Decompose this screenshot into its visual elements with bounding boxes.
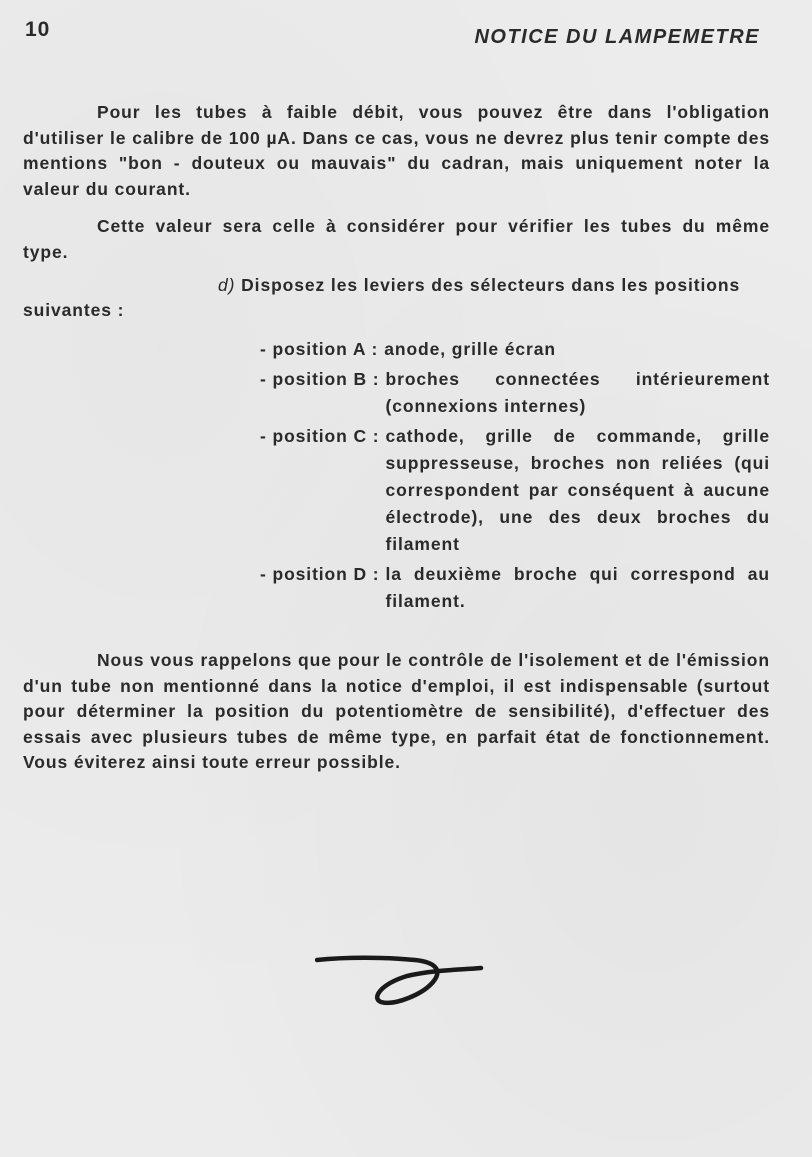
page-number: 10 <box>25 18 51 41</box>
position-desc-c: cathode, grille de commande, grille suppresseuse, broches non reliées (qui correspondent par conséquent à aucune électrode), une des deux broches du filament <box>385 426 770 554</box>
step-d-continuation: suivantes : <box>23 300 125 320</box>
paragraph-low-current-tubes: Pour les tubes à faible débit, vous pouvez être dans l'obligation d'utiliser le calibre de 100 µA. Dans ce cas, vous ne devrez plus tenir compte des mentions "bon - douteux ou mauvais" du cadran, mais uniquement noter la valeur du courant. <box>23 102 770 199</box>
position-item-b <box>260 366 770 420</box>
position-desc-d: la deuxième broche qui correspond au filament. <box>385 564 770 611</box>
position-list <box>260 336 770 618</box>
position-label-c: - position C : <box>260 426 380 446</box>
step-d-text: Disposez les leviers des sélecteurs dans les positions <box>241 275 741 295</box>
position-item-c <box>260 423 770 558</box>
position-label-b: - position B : <box>260 369 380 389</box>
end-flourish-icon <box>315 940 485 1015</box>
paragraph-reference-value: Cette valeur sera celle à considérer pour vérifier les tubes du même type. <box>23 216 770 262</box>
position-label-a: - position A : <box>260 339 379 359</box>
position-desc-a: anode, grille écran <box>384 339 556 359</box>
position-desc-b: broches connectées intérieurement (connexions internes) <box>385 369 770 416</box>
position-item-d <box>260 561 770 615</box>
running-title: NOTICE DU LAMPEMETRE <box>474 26 760 48</box>
step-d-marker: d) <box>218 275 236 295</box>
paragraph-isolation-reminder: Nous vous rappelons que pour le contrôle de l'isolement et de l'émission d'un tube non mentionné dans la notice d'emploi, il est indispensable (surtout pour déterminer la position du potentiomètre de sensibilité), d'effectuer des essais avec plusieurs tubes de même type, en parfait état de fonctionnement. Vous éviterez ainsi toute erreur possible. <box>23 650 770 772</box>
position-label-d: - position D : <box>260 564 380 584</box>
step-d-line <box>218 272 740 298</box>
position-item-a <box>260 336 770 363</box>
